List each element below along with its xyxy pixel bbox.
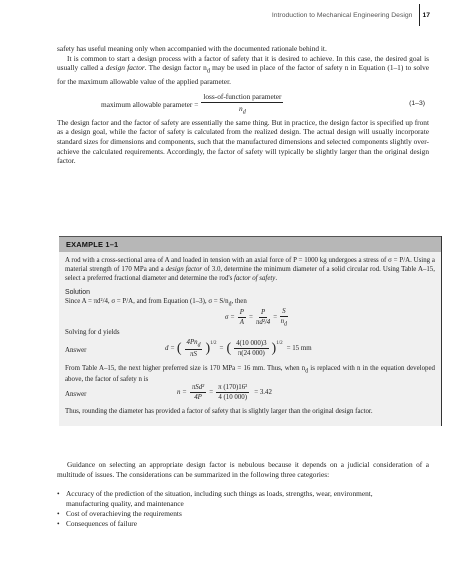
table-lookup-text: From Table A–15, the next higher preferred size is 170 MPa = 16 mm. Thus, when $n_d$ is replaced with n in the equation developed above, the factor of safety n is — [65, 365, 435, 384]
body-text — [57, 44, 429, 166]
equation-number: (1–3) — [409, 99, 425, 107]
example-side-rule — [441, 236, 442, 426]
paragraph-1: safety has useful meaning only when accompanied with the documented rationale behind it. — [57, 44, 327, 53]
answer-1-result: = 15 mm — [286, 345, 312, 353]
example-title: EXAMPLE 1–1 — [66, 240, 119, 249]
paragraph-3: The design factor and the factor of safety are essentially the same thing. But in practice, the design factor is specified up front as a design goal, while the factor of safety is calculated from the realized design. The actual design will usually incorporate standard sizes for dimensions and components, such that the manufactured dimensions and selected components slightly over-achieve the calculated requirements. Accordingly, the factor of safety will typically be slightly larger than the original design factor. — [57, 117, 429, 166]
example-problem: A rod with a cross-sectional area of A and loaded in tension with an axial force of P = 1000 kg undergoes a stress of σ = P/A. Using a material strength of 170 MPa and a design factor of 3.0, determine the minimum diameter of a solid circular rod. Using Table A–15, select a preferred fractional diameter and determine the rod's factor of safety. — [65, 257, 435, 282]
header-divider — [419, 4, 420, 26]
page-number: 17 — [422, 12, 430, 19]
solution-label: Solution — [65, 289, 90, 296]
example-header — [59, 236, 442, 252]
paragraph-2: It is common to start a design process with a factor of safety that it is desired to achieve. In this case, the desired goal is usually called a design factor. The design factor $n_d$ may be used in place of the factor of safety n in Equation (1–1) to solve for the maximum allowable value of the applied parameter. — [57, 53, 430, 87]
answer-2-result: = 3.42 — [254, 389, 272, 396]
design-factor-term: design factor — [105, 63, 145, 73]
solving-line: Solving for d yields — [65, 329, 120, 336]
chapter-title: Introduction to Mechanical Engineering Design — [271, 12, 413, 19]
paragraph-4: Guidance on selecting an appropriate design factor is nebulous because it depends on a judicial consideration of a multitude of issues. The considerations can be summarized in the following three categories: — [57, 460, 429, 479]
solution-line-1: Since A = πd²/4, σ = P/A, and from Equation (1–3), $\sigma = S/n_d$, then — [65, 298, 247, 308]
answer-2-label: Answer — [65, 391, 87, 398]
stress-equation: σ = $\frac{P}{A}$ = $\frac{P}{\text{πd²/4}}$ = $\frac{S}{n_d}$ — [225, 308, 287, 328]
example-box — [59, 236, 442, 426]
equation-1-3 — [57, 90, 429, 114]
answer-1-label: Answer — [65, 347, 87, 354]
equation-fraction: $\frac{\text{loss-of-function parameter}}{n_d}$ — [203, 91, 282, 116]
equation-lhs: maximum allowable parameter = — [101, 100, 199, 110]
bullet-item: • Cost of overachieving the requirements — [57, 509, 182, 518]
running-header — [272, 12, 430, 19]
bullet-item: • Consequences of failure — [57, 519, 137, 528]
body-text-after — [57, 460, 429, 479]
answer-1-row: Answer d = ( $\frac{4Pn_d}{\pi S}$ ) $^{1/2}$ = ( $\frac{4(10 000)3}{\pi(24 000)}$ ) $^{1/2}$ = 15 mm — [65, 339, 312, 359]
answer-2-row: Answer n = $\frac{\text{πSd²}}{4P}$ = $\frac{\text{π (170)16²}}{4 (10 000)}$ = 3.42 — [65, 384, 272, 401]
bullet-item: • Accuracy of the prediction of the situation, including such things as loads, strengths, wear, environment, manufacturing quality, and maintenance — [57, 489, 373, 508]
example-conclusion: Thus, rounding the diameter has provided a factor of safety that is slightly larger than the original design factor. — [65, 408, 373, 415]
